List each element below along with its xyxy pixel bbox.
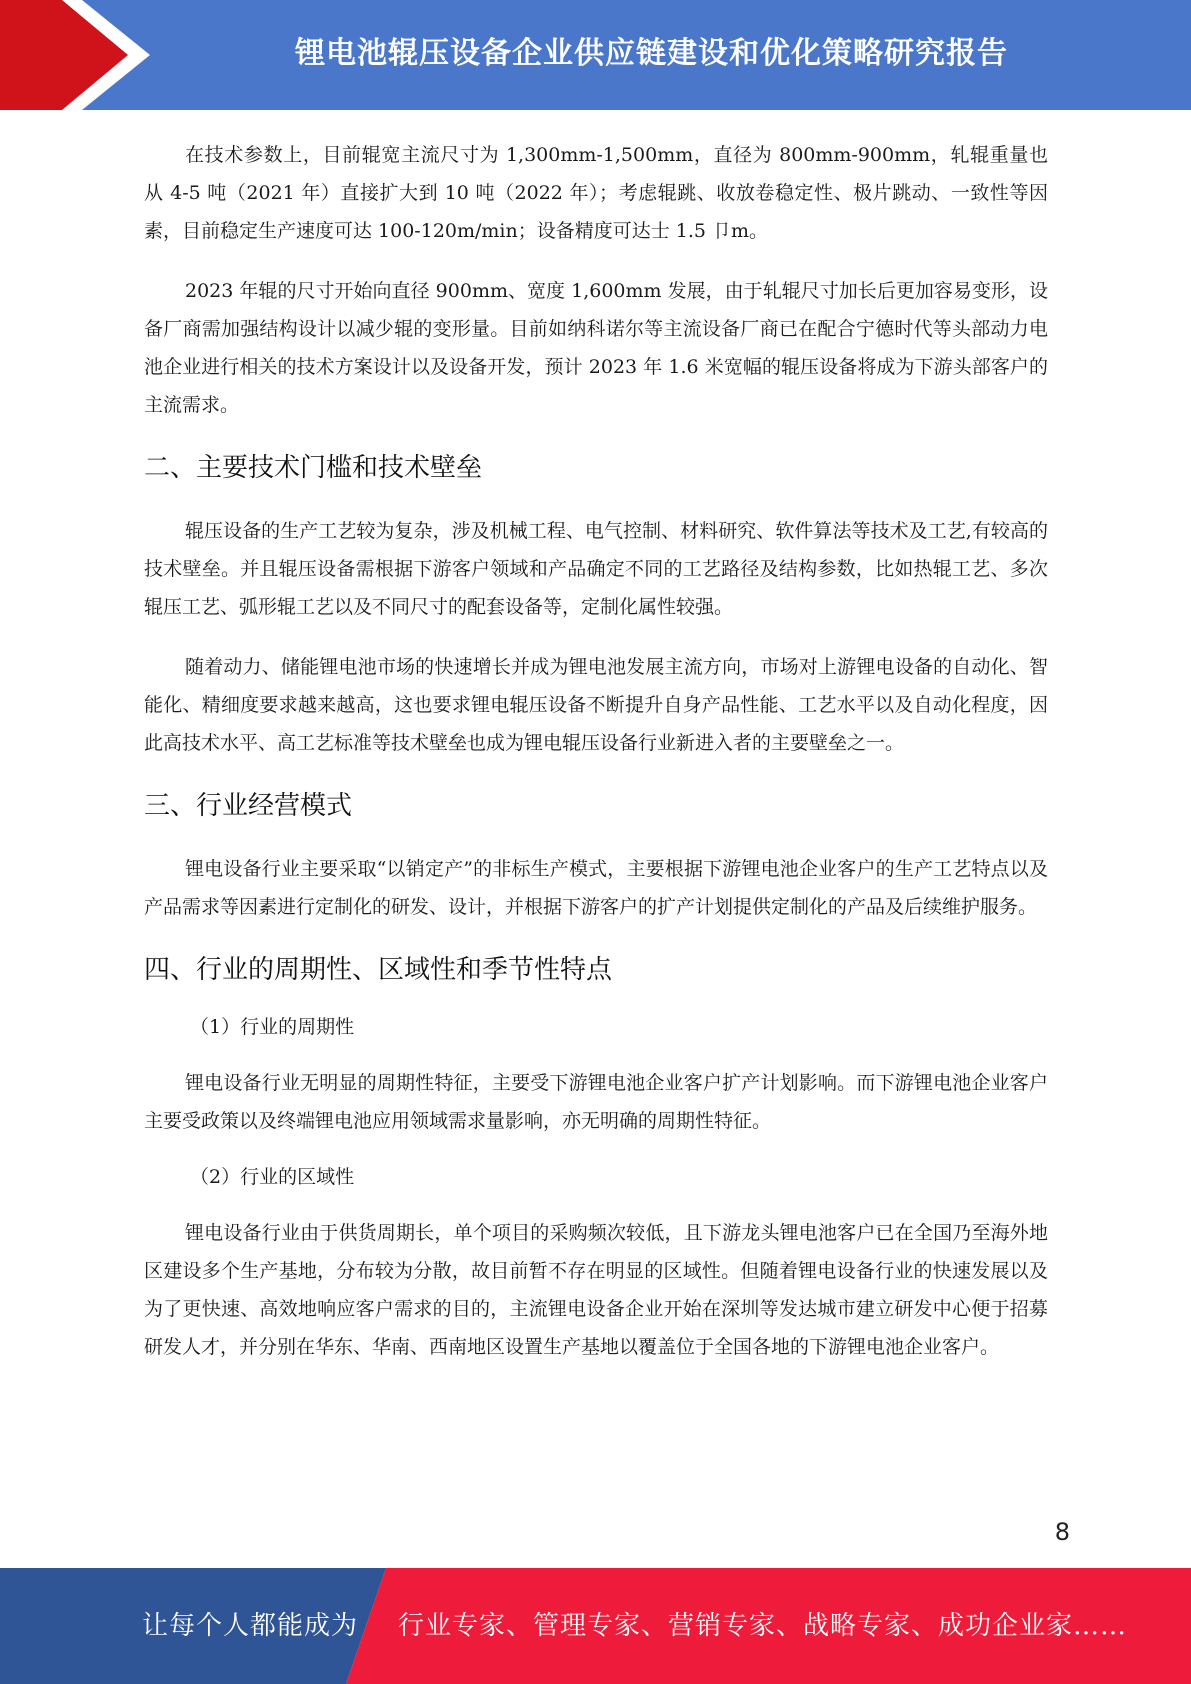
paragraph: 辊压设备的生产工艺较为复杂，涉及机械工程、电气控制、材料研究、软件算法等技术及工艺,有较高的技术壁垒。并且辊压设备需根据下游客户领域和产品确定不同的工艺路径及结构参数，比如热辊工艺、多次辊压工艺、弧形辊工艺以及不同尺寸的配套设备等，定制化属性较强。 bbox=[144, 520, 1048, 618]
sub-heading: （1）行业的周期性 bbox=[190, 1016, 355, 1038]
page-header bbox=[0, 0, 1191, 110]
paragraph: 在技术参数上，目前辊宽主流尺寸为 1,300mm-1,500mm，直径为 800mm-900mm，轧辊重量也从 4-5 吨（2021 年）直接扩大到 10 吨（2022 年）；考虑辊跳、收放卷稳定性、极片跳动、一致性等因素，目前稳定生产速度可达 100-120m/min；设备精度可达士 1.5 卩m。 bbox=[144, 144, 1048, 242]
report-title: 锂电池辊压设备企业供应链建设和优化策略研究报告 bbox=[295, 36, 1008, 71]
sub-heading: （2）行业的区域性 bbox=[190, 1166, 355, 1188]
page-footer bbox=[0, 1568, 1191, 1684]
document-body bbox=[144, 136, 1048, 1366]
paragraph: 锂电设备行业由于供货周期长，单个项目的采购频次较低，且下游龙头锂电池客户已在全国乃至海外地区建设多个生产基地，分布较为分散，故目前暂不存在明显的区域性。但随着锂电设备行业的快速发展以及为了更快速、高效地响应客户需求的目的，主流锂电设备企业开始在深圳等发达城市建立研发中心便于招募研发人才，并分别在华东、华南、西南地区设置生产基地以覆盖位于全国各地的下游锂电池企业客户。 bbox=[144, 1222, 1048, 1358]
footer-slogan-right: 行业专家、管理专家、营销专家、战略专家、成功企业家…… bbox=[398, 1611, 1128, 1641]
section-heading: 四、行业的周期性、区域性和季节性特点 bbox=[144, 955, 613, 985]
section-heading: 二、主要技术门槛和技术壁垒 bbox=[144, 453, 483, 483]
paragraph: 随着动力、储能锂电池市场的快速增长并成为锂电池发展主流方向，市场对上游锂电设备的自动化、智能化、精细度要求越来越高，这也要求锂电辊压设备不断提升自身产品性能、工艺水平以及自动化程度，因此高技术水平、高工艺标准等技术壁垒也成为锂电辊压设备行业新进入者的主要壁垒之一。 bbox=[144, 656, 1048, 754]
section-heading: 三、行业经营模式 bbox=[144, 791, 353, 821]
paragraph: 锂电设备行业主要采取“以销定产”的非标生产模式，主要根据下游锂电池企业客户的生产工艺特点以及产品需求等因素进行定制化的研发、设计，并根据下游客户的扩产计划提供定制化的产品及后续维护服务。 bbox=[144, 858, 1048, 918]
paragraph: 2023 年辊的尺寸开始向直径 900mm、宽度 1,600mm 发展，由于轧辊尺寸加长后更加容易变形，设备厂商需加强结构设计以减少辊的变形量。目前如纳科诺尔等主流设备厂商已在配合宁德时代等头部动力电池企业进行相关的技术方案设计以及设备开发，预计 2023 年 1.6 米宽幅的辊压设备将成为下游头部客户的主流需求。 bbox=[144, 280, 1048, 416]
paragraph: 锂电设备行业无明显的周期性特征，主要受下游锂电池企业客户扩产计划影响。而下游锂电池企业客户主要受政策以及终端锂电池应用领域需求量影响，亦无明确的周期性特征。 bbox=[144, 1072, 1048, 1132]
page-number: 8 bbox=[1054, 1518, 1070, 1546]
footer-slogan-left: 让每个人都能成为 bbox=[142, 1611, 359, 1641]
